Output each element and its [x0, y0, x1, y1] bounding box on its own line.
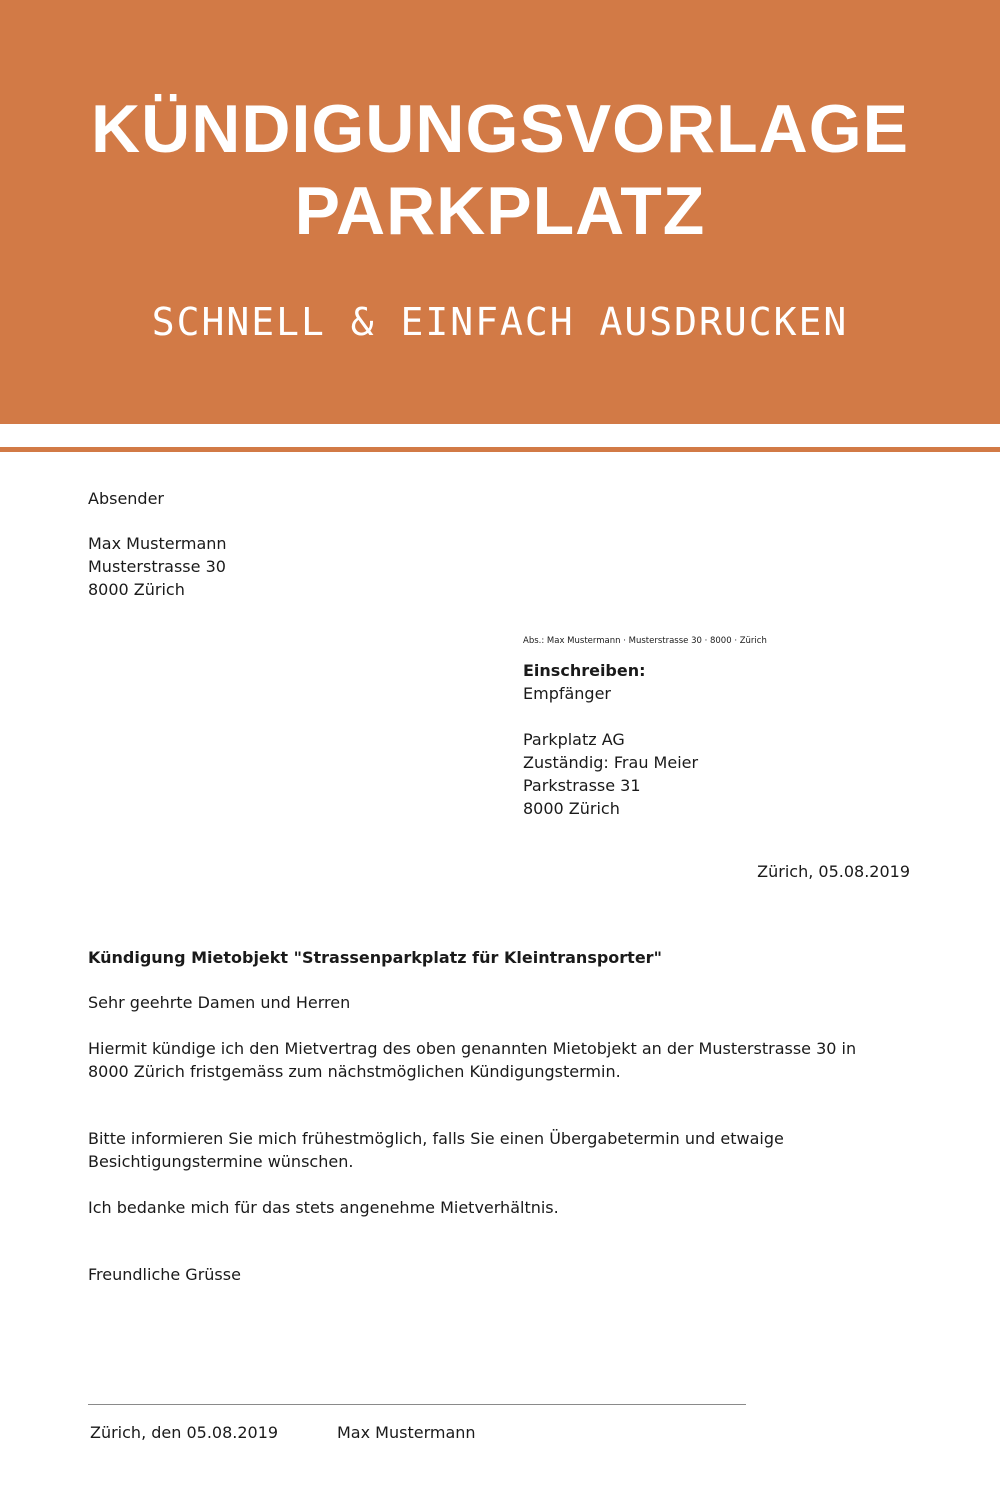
recipient-label: Empfänger — [523, 684, 612, 703]
closing-phrase: Freundliche Grüsse — [88, 1265, 241, 1284]
salutation: Sehr geehrte Damen und Herren — [88, 993, 351, 1012]
recipient-address-line: Parkplatz AG — [523, 730, 625, 749]
sender-label: Absender — [88, 489, 164, 508]
header-banner — [0, 0, 1000, 424]
return-address-line: Abs.: Max Mustermann · Musterstrasse 30 · 8000 · Zürich — [523, 636, 767, 646]
sender-address-line: 8000 Zürich — [88, 580, 185, 599]
banner-title-line1: KÜNDIGUNGSVORLAGE — [91, 91, 909, 167]
banner-title — [0, 88, 1000, 252]
recipient-address — [523, 728, 698, 820]
place-date: Zürich, 05.08.2019 — [757, 862, 910, 881]
recipient-address-line: Parkstrasse 31 — [523, 776, 641, 795]
recipient-address-line: 8000 Zürich — [523, 799, 620, 818]
sender-address-line: Musterstrasse 30 — [88, 557, 226, 576]
signature-name: Max Mustermann — [337, 1423, 476, 1442]
body-paragraph: Ich bedanke mich für das stets angenehme Mietverhältnis. — [88, 1198, 559, 1217]
signature-line — [88, 1404, 746, 1405]
body-paragraph: Bitte informieren Sie mich frühestmöglich, falls Sie einen Übergabetermin und etwaige Besichtigungstermine wünschen. — [88, 1129, 784, 1171]
sender-address-line: Max Mustermann — [88, 534, 227, 553]
banner-title-line2: PARKPLATZ — [294, 173, 706, 249]
letter-subject: Kündigung Mietobjekt "Strassenparkplatz für Kleintransporter" — [88, 948, 662, 967]
banner-subtitle: SCHNELL & EINFACH AUSDRUCKEN — [151, 300, 849, 344]
registered-mail-label: Einschreiben: — [523, 661, 646, 680]
signature-place-date: Zürich, den 05.08.2019 — [90, 1423, 279, 1442]
body-paragraph: Hiermit kündige ich den Mietvertrag des oben genannten Mietobjekt an der Musterstrasse 30 in 8000 Zürich fristgemäss zum nächstmöglichen Kündigungstermin. — [88, 1039, 857, 1081]
sender-address — [88, 532, 227, 601]
recipient-address-line: Zuständig: Frau Meier — [523, 753, 699, 772]
divider-rule — [0, 447, 1000, 452]
